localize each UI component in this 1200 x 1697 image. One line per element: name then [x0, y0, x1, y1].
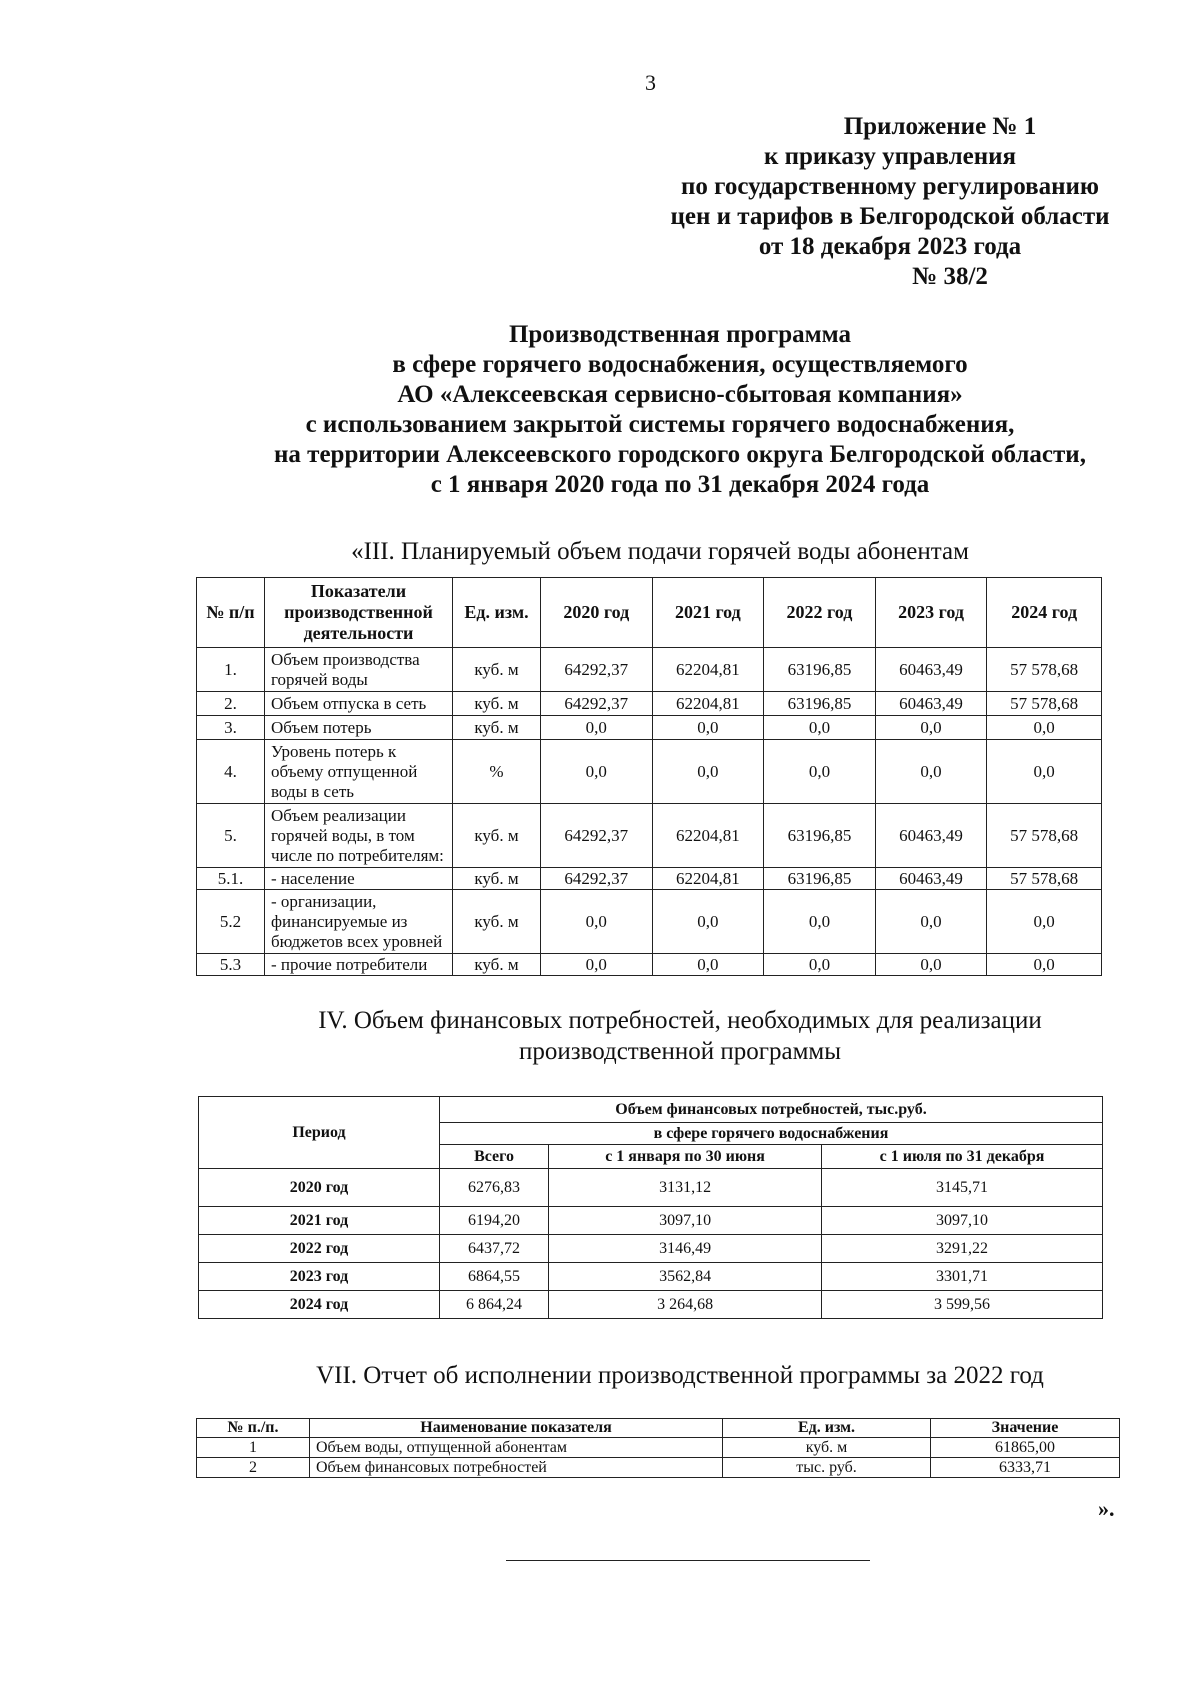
total-value: 6437,72: [440, 1235, 549, 1263]
unit: куб. м: [453, 954, 541, 976]
value-2021: 0,0: [652, 890, 764, 954]
value-2022: 63196,85: [764, 648, 876, 692]
col-header: 2024 год: [987, 578, 1102, 648]
value-2021: 62204,81: [652, 648, 764, 692]
second-half-value: 3 599,56: [822, 1291, 1103, 1319]
table-row: [197, 692, 1102, 716]
unit: куб. м: [453, 890, 541, 954]
value-2023: 60463,49: [875, 692, 987, 716]
indicator-name: - прочие потребители: [265, 954, 453, 976]
first-half-value: 3146,49: [549, 1235, 822, 1263]
annex-line: к приказу управления: [763, 143, 1017, 170]
table-row: [199, 1235, 1103, 1263]
section4-title: [220, 1005, 1140, 1067]
table-row: [197, 954, 1102, 976]
table-row: [197, 804, 1102, 868]
value-2021: 62204,81: [652, 692, 764, 716]
value-2022: 0,0: [764, 954, 876, 976]
section4-title-line: производственной программы: [518, 1038, 842, 1065]
col-header: Показатели производственной деятельности: [265, 578, 453, 648]
value-2023: 60463,49: [875, 804, 987, 868]
financial-needs-table: [198, 1096, 1103, 1319]
table-row: [199, 1263, 1103, 1291]
col-header: Ед. изм.: [723, 1419, 931, 1438]
table-row: [197, 1438, 1120, 1458]
indicator-name: - население: [265, 868, 453, 890]
value-2023: 60463,49: [875, 868, 987, 890]
second-half-value: 3097,10: [822, 1207, 1103, 1235]
col-header: 2020 год: [541, 578, 653, 648]
unit: куб. м: [453, 868, 541, 890]
col-header: Ед. изм.: [453, 578, 541, 648]
indicator-value: 61865,00: [931, 1438, 1120, 1458]
col-header: 2023 год: [875, 578, 987, 648]
col-header: с 1 января по 30 июня: [549, 1145, 822, 1169]
section4-title-line: IV. Объем финансовых потребностей, необходимых для реализации: [318, 1007, 1042, 1034]
total-value: 6194,20: [440, 1207, 549, 1235]
annex-line: от 18 декабря 2023 года: [758, 233, 1022, 260]
value-2020: 0,0: [541, 740, 653, 804]
table-row: [197, 648, 1102, 692]
table-row: [197, 868, 1102, 890]
value-2024: 0,0: [987, 890, 1102, 954]
row-number: 5.: [197, 804, 265, 868]
indicator-name: Объем воды, отпущенной абонентам: [310, 1438, 723, 1458]
col-header: 2022 год: [764, 578, 876, 648]
annex-line: № 38/2: [912, 263, 988, 290]
table-row: [197, 716, 1102, 740]
row-number: 5.2: [197, 890, 265, 954]
annex-line: Приложение № 1: [843, 113, 1037, 140]
table-row: [197, 890, 1102, 954]
value-2020: 64292,37: [541, 648, 653, 692]
period-year: 2024 год: [199, 1291, 440, 1319]
second-half-value: 3301,71: [822, 1263, 1103, 1291]
total-value: 6276,83: [440, 1169, 549, 1207]
value-2020: 64292,37: [541, 804, 653, 868]
value-2024: 57 578,68: [987, 868, 1102, 890]
unit: куб. м: [453, 648, 541, 692]
financial-header: Объем финансовых потребностей, тыс.руб.: [440, 1097, 1103, 1123]
indicator-name: Объем финансовых потребностей: [310, 1458, 723, 1478]
col-header: Значение: [931, 1419, 1120, 1438]
value-2020: 64292,37: [541, 692, 653, 716]
value-2020: 0,0: [541, 954, 653, 976]
closing-quote: ».: [1098, 1496, 1115, 1521]
heading-line: в сфере горячего водоснабжения, осуществляемого: [392, 351, 968, 378]
row-number: 1.: [197, 648, 265, 692]
table-header-row: [197, 1419, 1120, 1438]
indicator-name: Объем производства горячей воды: [265, 648, 453, 692]
value-2022: 63196,85: [764, 804, 876, 868]
table-row: [199, 1207, 1103, 1235]
col-header: Всего: [440, 1145, 549, 1169]
col-header: с 1 июля по 31 декабря: [822, 1145, 1103, 1169]
row-number: 3.: [197, 716, 265, 740]
period-year: 2020 год: [199, 1169, 440, 1207]
col-header: № п./п.: [197, 1419, 310, 1438]
value-2023: 0,0: [875, 740, 987, 804]
heading-line: с использованием закрытой системы горячего водоснабжения,: [305, 411, 1015, 438]
table-row: [199, 1169, 1103, 1207]
value-2021: 62204,81: [652, 804, 764, 868]
unit: куб. м: [453, 692, 541, 716]
table-row: [197, 1458, 1120, 1478]
value-2022: 0,0: [764, 890, 876, 954]
value-2024: 0,0: [987, 716, 1102, 740]
table-header-row: [197, 578, 1102, 648]
execution-report-table: [196, 1418, 1120, 1478]
table-row: [199, 1291, 1103, 1319]
annex-line: цен и тарифов в Белгородской области: [670, 203, 1110, 230]
col-header: № п/п: [197, 578, 265, 648]
value-2021: 62204,81: [652, 868, 764, 890]
value-2024: 57 578,68: [987, 804, 1102, 868]
value-2023: 0,0: [875, 716, 987, 740]
value-2024: 0,0: [987, 740, 1102, 804]
unit: куб. м: [453, 716, 541, 740]
period-year: 2022 год: [199, 1235, 440, 1263]
value-2021: 0,0: [652, 740, 764, 804]
value-2022: 0,0: [764, 740, 876, 804]
row-number: 5.1.: [197, 868, 265, 890]
row-number: 2: [197, 1458, 310, 1478]
row-number: 1: [197, 1438, 310, 1458]
indicator-name: Объем отпуска в сеть: [265, 692, 453, 716]
indicator-name: Объем потерь: [265, 716, 453, 740]
annex-block: [640, 112, 1140, 292]
production-volume-table: [196, 577, 1102, 976]
heading-line: Производственная программа: [508, 321, 852, 348]
heading-line: АО «Алексеевская сервисно-сбытовая компания»: [397, 381, 963, 408]
col-header: Наименование показателя: [310, 1419, 723, 1438]
total-value: 6 864,24: [440, 1291, 549, 1319]
page-number: 3: [645, 70, 656, 95]
value-2023: 0,0: [875, 890, 987, 954]
period-year: 2021 год: [199, 1207, 440, 1235]
period-header: Период: [199, 1097, 440, 1169]
separator-line: [506, 1560, 870, 1561]
first-half-value: 3131,12: [549, 1169, 822, 1207]
value-2020: 0,0: [541, 716, 653, 740]
value-2024: 0,0: [987, 954, 1102, 976]
document-heading: [220, 320, 1140, 500]
value-2024: 57 578,68: [987, 648, 1102, 692]
value-2021: 0,0: [652, 954, 764, 976]
first-half-value: 3 264,68: [549, 1291, 822, 1319]
first-half-value: 3097,10: [549, 1207, 822, 1235]
row-number: 2.: [197, 692, 265, 716]
sphere-header: в сфере горячего водоснабжения: [440, 1123, 1103, 1145]
section3-title: «III. Планируемый объем подачи горячей воды абонентам: [351, 538, 969, 565]
table-row: [197, 740, 1102, 804]
value-2023: 60463,49: [875, 648, 987, 692]
row-number: 4.: [197, 740, 265, 804]
value-2020: 64292,37: [541, 868, 653, 890]
indicator-name: Объем реализации горячей воды, в том числе по потребителям:: [265, 804, 453, 868]
heading-line: на территории Алексеевского городского округа Белгородской области,: [274, 441, 1086, 468]
value-2024: 57 578,68: [987, 692, 1102, 716]
table-header-row: [199, 1097, 1103, 1123]
heading-line: с 1 января 2020 года по 31 декабря 2024 года: [430, 471, 930, 498]
indicator-value: 6333,71: [931, 1458, 1120, 1478]
unit: тыс. руб.: [723, 1458, 931, 1478]
value-2022: 63196,85: [764, 692, 876, 716]
value-2023: 0,0: [875, 954, 987, 976]
unit: куб. м: [453, 804, 541, 868]
first-half-value: 3562,84: [549, 1263, 822, 1291]
unit: %: [453, 740, 541, 804]
value-2021: 0,0: [652, 716, 764, 740]
indicator-name: - организации, финансируемые из бюджетов всех уровней: [265, 890, 453, 954]
row-number: 5.3: [197, 954, 265, 976]
value-2022: 0,0: [764, 716, 876, 740]
indicator-name: Уровень потерь к объему отпущенной воды в сеть: [265, 740, 453, 804]
total-value: 6864,55: [440, 1263, 549, 1291]
section7-title: VII. Отчет об исполнении производственной программы за 2022 год: [316, 1362, 1044, 1389]
col-header: 2021 год: [652, 578, 764, 648]
second-half-value: 3291,22: [822, 1235, 1103, 1263]
second-half-value: 3145,71: [822, 1169, 1103, 1207]
value-2020: 0,0: [541, 890, 653, 954]
unit: куб. м: [723, 1438, 931, 1458]
annex-line: по государственному регулированию: [680, 173, 1100, 200]
period-year: 2023 год: [199, 1263, 440, 1291]
value-2022: 63196,85: [764, 868, 876, 890]
